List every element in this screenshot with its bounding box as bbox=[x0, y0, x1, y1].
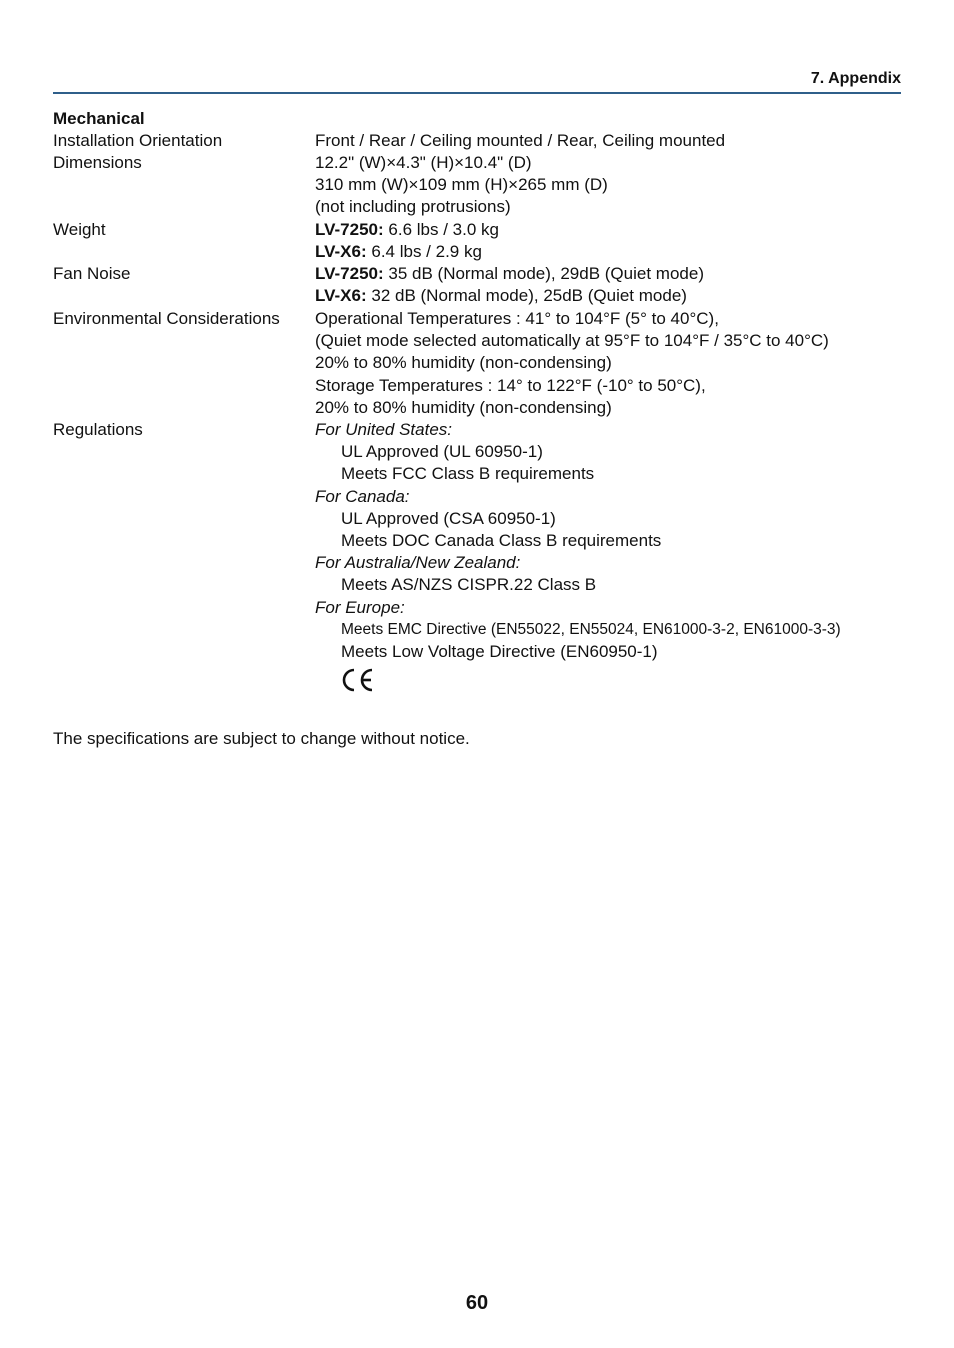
spec-text: 6.6 lbs / 3.0 kg bbox=[383, 220, 499, 239]
spec-label: Regulations bbox=[53, 420, 143, 439]
regulation-item: Meets FCC Class B requirements bbox=[341, 464, 595, 484]
spec-text: 35 dB (Normal mode), 29dB (Quiet mode) bbox=[383, 264, 704, 283]
regulation-item: Meets AS/NZS CISPR.22 Class B bbox=[341, 575, 597, 595]
spec-value bbox=[315, 263, 704, 307]
spec-label: Installation Orientation bbox=[53, 131, 223, 150]
spec-line: 20% to 80% humidity (non-condensing) bbox=[315, 353, 612, 373]
spec-value bbox=[315, 419, 841, 697]
model-name: LV-X6: bbox=[315, 242, 367, 262]
spec-line: 12.2" (W)×4.3" (H)×10.4" (D) bbox=[315, 153, 532, 172]
region-heading: For United States: bbox=[315, 420, 453, 439]
model-name: LV-7250: bbox=[315, 264, 384, 283]
region-heading: For Canada: bbox=[315, 486, 410, 506]
spec-text: 32 dB (Normal mode), 25dB (Quiet mode) bbox=[366, 286, 687, 306]
regulation-item: UL Approved (CSA 60950-1) bbox=[341, 508, 556, 528]
region-heading: For Australia/New Zealand: bbox=[315, 553, 521, 573]
spec-label: Environmental Considerations bbox=[53, 309, 280, 328]
section-title: Mechanical bbox=[53, 109, 145, 128]
regulation-item: Meets DOC Canada Class B requirements bbox=[341, 530, 662, 550]
spec-line: 20% to 80% humidity (non-condensing) bbox=[315, 397, 612, 417]
spec-line: Front / Rear / Ceiling mounted / Rear, Ceiling mounted bbox=[315, 131, 726, 150]
spec-label: Dimensions bbox=[53, 153, 142, 172]
spec-value bbox=[315, 308, 829, 419]
spec-line: Operational Temperatures : 41° to 104°F (5° to 40°C), bbox=[315, 309, 719, 328]
spec-value bbox=[315, 219, 499, 263]
regulation-item: UL Approved (UL 60950-1) bbox=[341, 442, 543, 462]
spec-line bbox=[315, 219, 499, 241]
spec-value bbox=[315, 130, 725, 152]
spec-line bbox=[315, 285, 704, 307]
ce-mark-icon bbox=[315, 663, 841, 697]
page-number: 60 bbox=[465, 1292, 489, 1314]
header-rule bbox=[53, 92, 901, 94]
regulation-item: Meets Low Voltage Directive (EN60950-1) bbox=[341, 641, 658, 661]
spec-line bbox=[315, 241, 499, 263]
spec-label: Fan Noise bbox=[53, 264, 131, 283]
spec-line: Storage Temperatures : 14° to 122°F (-10° to 50°C), bbox=[315, 375, 706, 395]
model-name: LV-X6: bbox=[315, 286, 367, 306]
regulation-item: Meets EMC Directive (EN55022, EN55024, EN61000-3-2, EN61000-3-3) bbox=[341, 620, 841, 638]
region-heading: For Europe: bbox=[315, 597, 405, 617]
spec-value bbox=[315, 152, 608, 219]
spec-line: 310 mm (W)×109 mm (H)×265 mm (D) bbox=[315, 175, 608, 195]
spec-line bbox=[315, 263, 704, 285]
footer-note: The specifications are subject to change without notice. bbox=[53, 729, 470, 748]
spec-label: Weight bbox=[53, 220, 106, 239]
spec-text: 6.4 lbs / 2.9 kg bbox=[366, 242, 482, 262]
spec-line: (Quiet mode selected automatically at 95°F to 104°F / 35°C to 40°C) bbox=[315, 331, 829, 351]
model-name: LV-7250: bbox=[315, 220, 384, 239]
spec-line: (not including protrusions) bbox=[315, 197, 511, 217]
section-header-title: 7. Appendix bbox=[810, 70, 901, 87]
